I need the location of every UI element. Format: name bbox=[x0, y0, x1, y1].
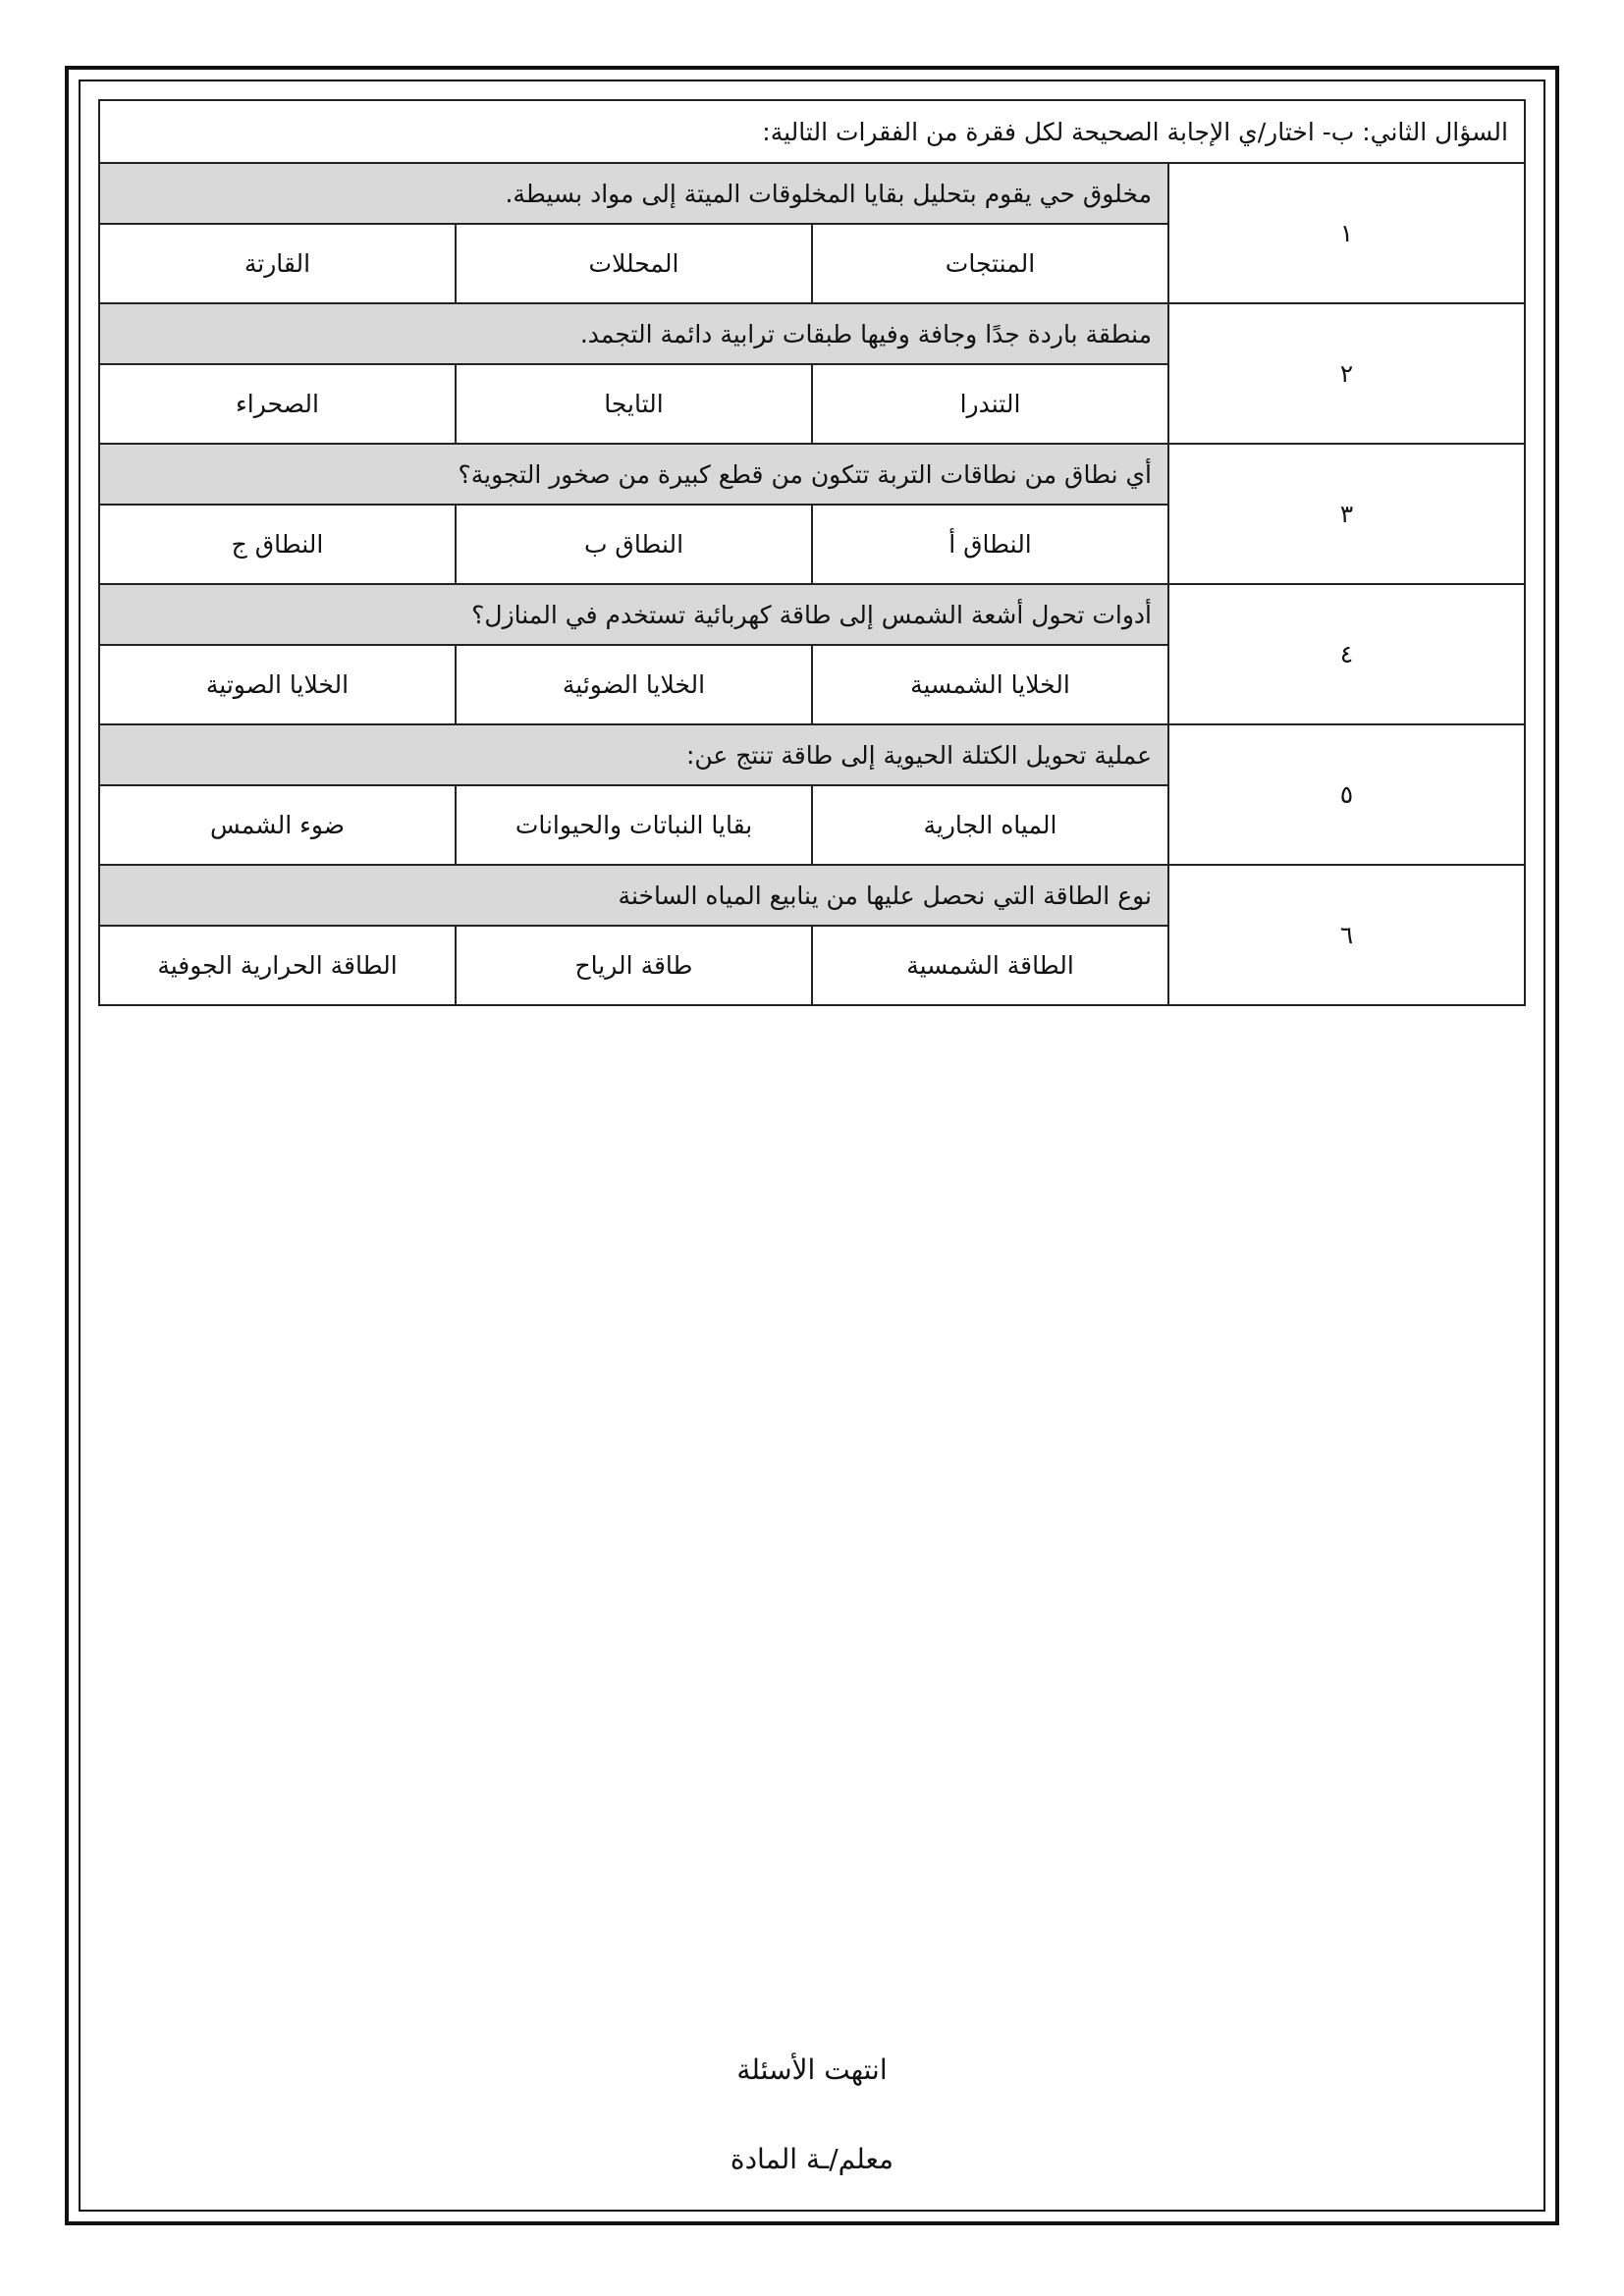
question-number: ١ bbox=[1168, 163, 1525, 303]
question-number: ٣ bbox=[1168, 444, 1525, 584]
question-stem-row bbox=[99, 724, 1525, 785]
option-cell[interactable]: القارتة bbox=[99, 224, 456, 303]
option-cell[interactable]: المنتجات bbox=[812, 224, 1168, 303]
question-number: ٦ bbox=[1168, 865, 1525, 1005]
question-stem: منطقة باردة جدًا وجافة وفيها طبقات ترابية دائمة التجمد. bbox=[99, 303, 1168, 364]
question-stem-row bbox=[99, 444, 1525, 505]
question-stem: أي نطاق من نطاقات التربة تتكون من قطع كبيرة من صخور التجوية؟ bbox=[99, 444, 1168, 505]
end-of-questions-label: انتهت الأسئلة bbox=[736, 2054, 888, 2086]
option-cell[interactable]: طاقة الرياح bbox=[456, 926, 812, 1005]
question-stem-row bbox=[99, 163, 1525, 224]
question-stem: نوع الطاقة التي نحصل عليها من ينابيع المياه الساخنة bbox=[99, 865, 1168, 926]
option-cell[interactable]: الخلايا الصوتية bbox=[99, 645, 456, 724]
title-row bbox=[99, 100, 1525, 163]
option-cell[interactable]: المياه الجارية bbox=[812, 785, 1168, 865]
question-number: ٢ bbox=[1168, 303, 1525, 444]
option-cell[interactable]: الخلايا الشمسية bbox=[812, 645, 1168, 724]
option-cell[interactable]: النطاق أ bbox=[812, 505, 1168, 584]
option-cell[interactable]: الخلايا الضوئية bbox=[456, 645, 812, 724]
question-title: السؤال الثاني: ب- اختار/ي الإجابة الصحيحة لكل فقرة من الفقرات التالية: bbox=[99, 100, 1525, 163]
option-cell[interactable]: بقايا النباتات والحيوانات bbox=[456, 785, 812, 865]
option-cell[interactable]: التايجا bbox=[456, 364, 812, 444]
question-stem: عملية تحويل الكتلة الحيوية إلى طاقة تنتج عن: bbox=[99, 724, 1168, 785]
question-stem-row bbox=[99, 865, 1525, 926]
option-cell[interactable]: الصحراء bbox=[99, 364, 456, 444]
option-cell[interactable]: النطاق ج bbox=[99, 505, 456, 584]
question-stem: أدوات تحول أشعة الشمس إلى طاقة كهربائية تستخدم في المنازل؟ bbox=[99, 584, 1168, 645]
question-number: ٥ bbox=[1168, 724, 1525, 865]
question-number: ٤ bbox=[1168, 584, 1525, 724]
questions-table bbox=[98, 99, 1526, 1006]
option-cell[interactable]: الطاقة الشمسية bbox=[812, 926, 1168, 1005]
question-stem-row bbox=[99, 584, 1525, 645]
question-stem: مخلوق حي يقوم بتحليل بقايا المخلوقات الميتة إلى مواد بسيطة. bbox=[99, 163, 1168, 224]
option-cell[interactable]: الطاقة الحرارية الجوفية bbox=[99, 926, 456, 1005]
option-cell[interactable]: التندرا bbox=[812, 364, 1168, 444]
option-cell[interactable]: النطاق ب bbox=[456, 505, 812, 584]
option-cell[interactable]: ضوء الشمس bbox=[99, 785, 456, 865]
option-cell[interactable]: المحللات bbox=[456, 224, 812, 303]
question-stem-row bbox=[99, 303, 1525, 364]
teacher-label: معلم/ـة المادة bbox=[730, 2143, 894, 2175]
